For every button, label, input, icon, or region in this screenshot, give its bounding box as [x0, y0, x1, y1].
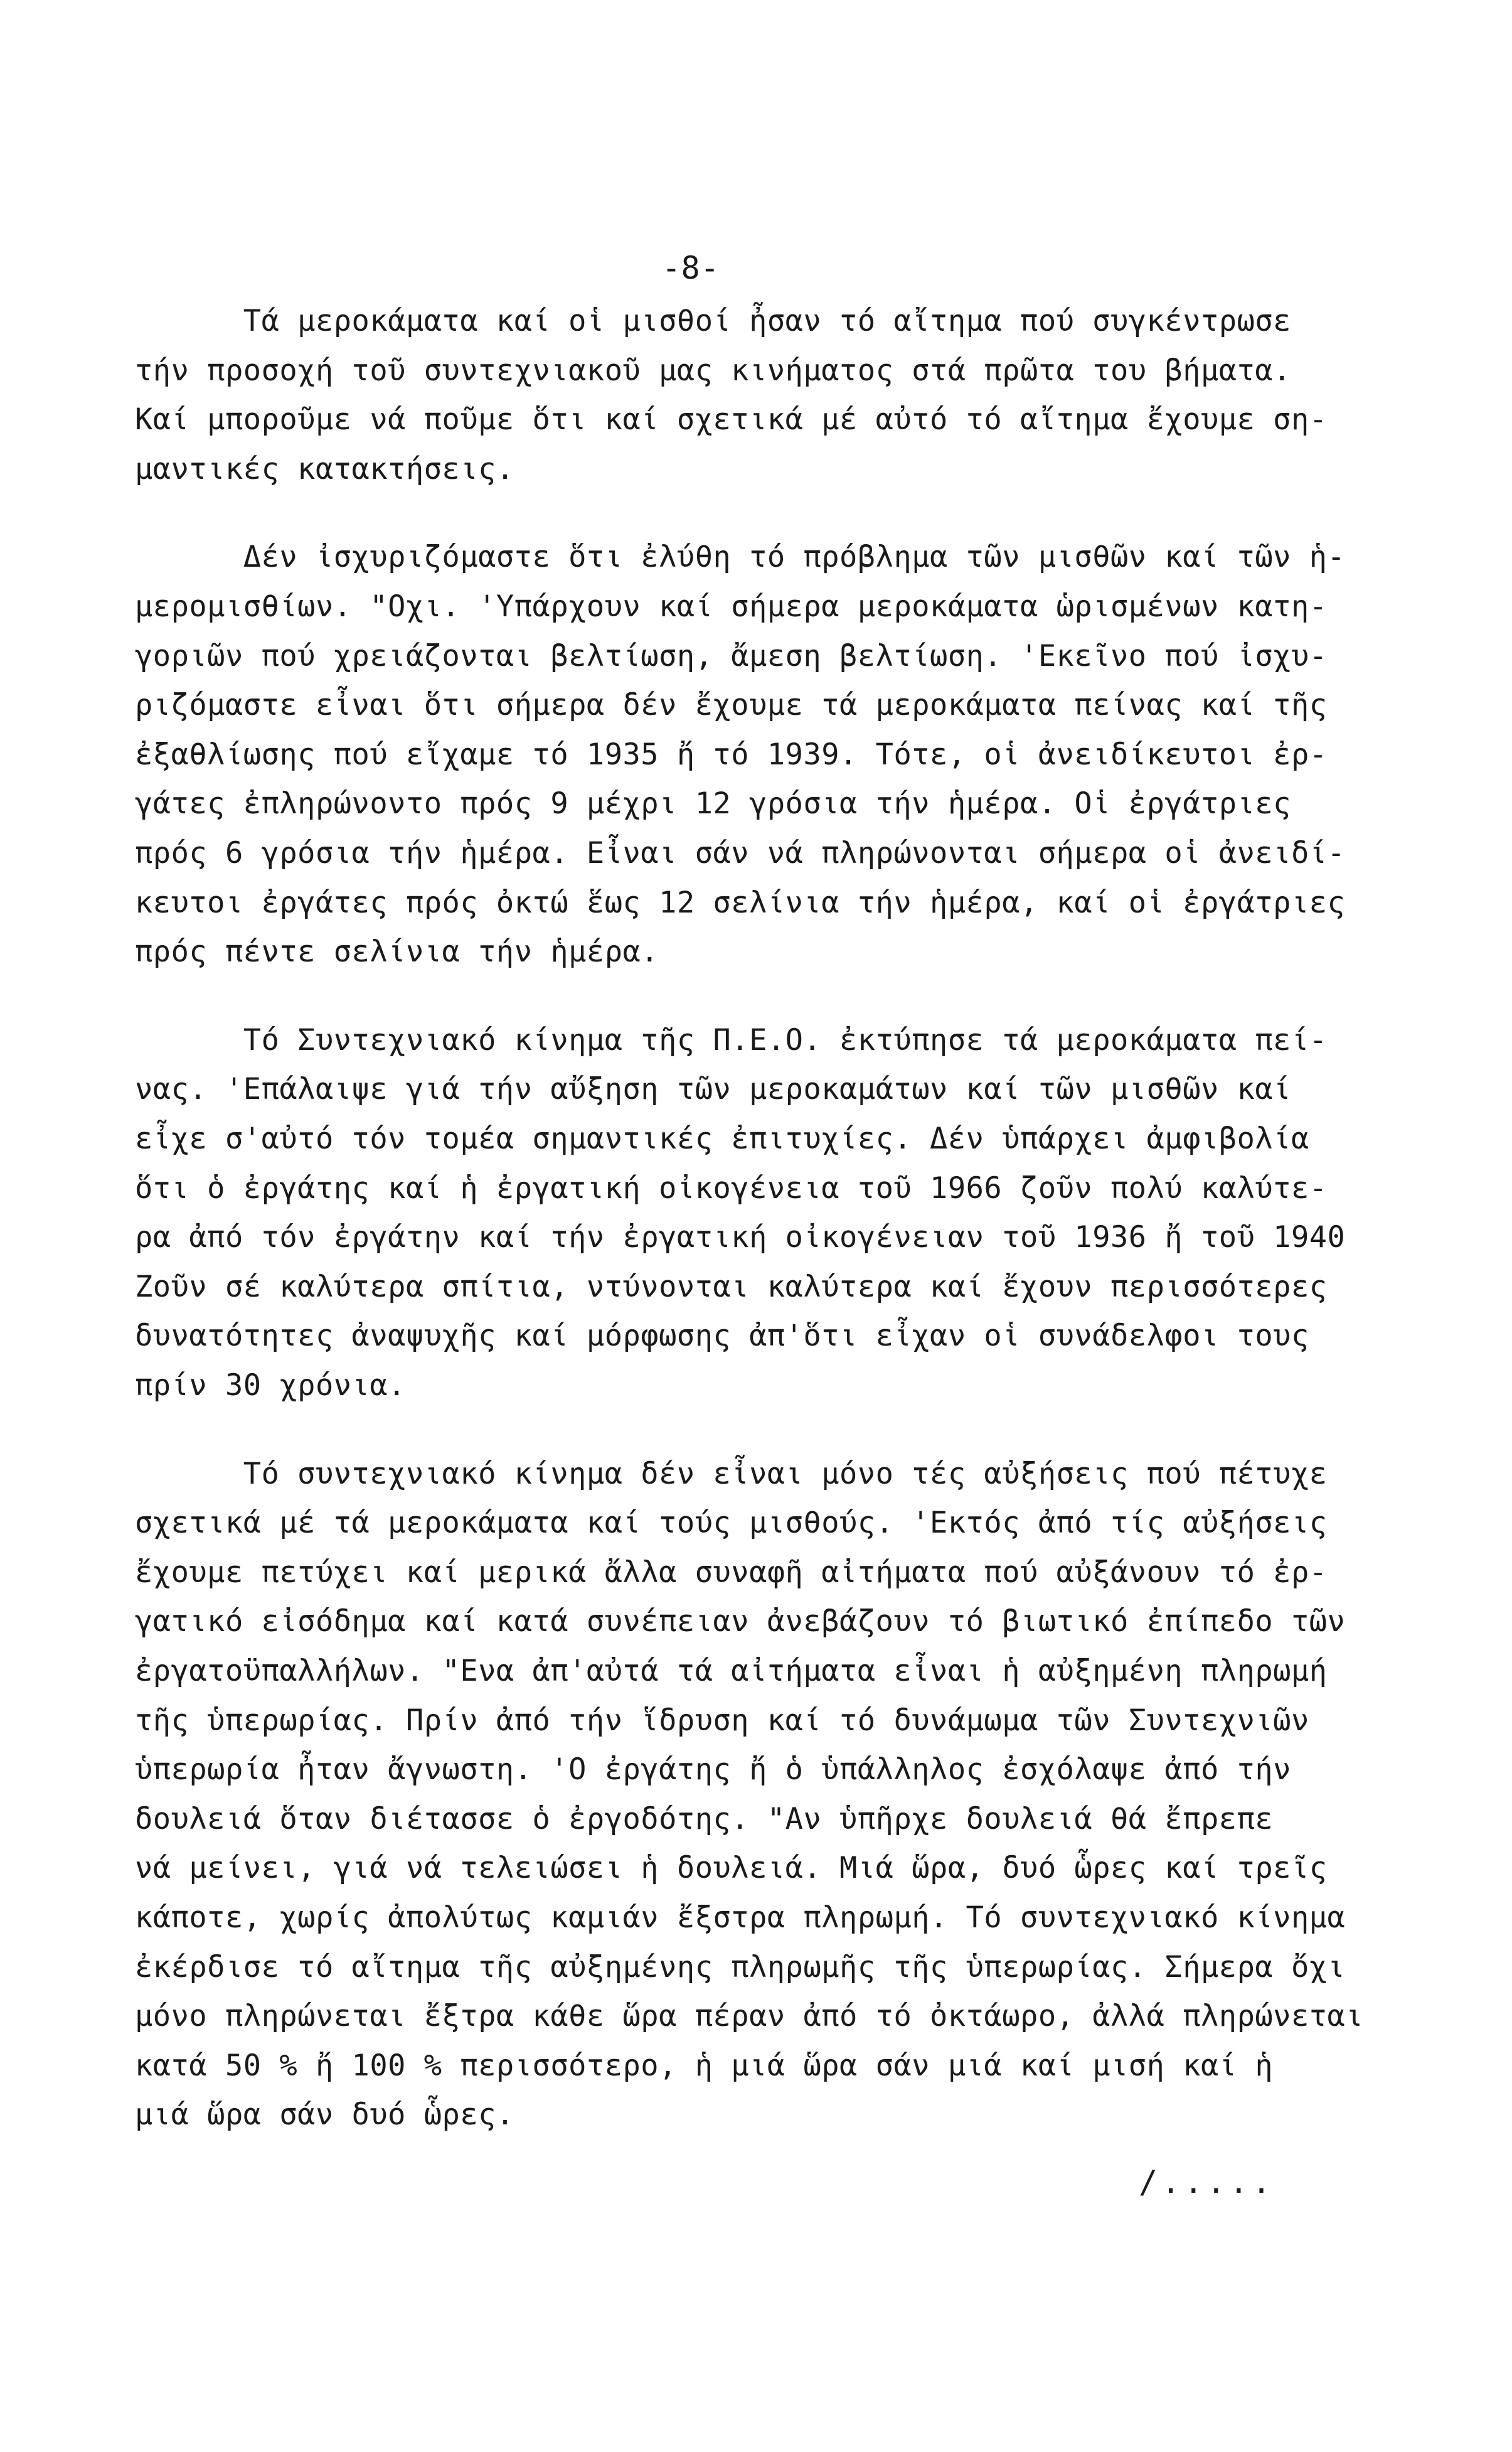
text-line: Τά μεροκάματα καί οἱ μισθοί ἦσαν τό αἴτημα πού συγκέντρωσε [135, 304, 1291, 338]
text-line: μιά ὥρα σάν δυό ὧρες. [135, 2097, 514, 2133]
text-line: κάποτε, χωρίς ἀπολύτως καμιάν ἔξστρα πληρωμή. Τό συντεχνιακό κίνημα [135, 1900, 1346, 1935]
text-line: Τό συντεχνιακό κίνημα δέν εἶναι μόνο τές αὐξήσεις πού πέτυχε [135, 1456, 1328, 1491]
text-line: ὑπερωρία ἦταν ἄγνωστη. 'Ο ἐργάτης ἤ ὁ ὑπάλληλος ἐσχόλαψε ἀπό τήν [135, 1752, 1291, 1787]
text-line: μερομισθίων. "Οχι. 'Υπάρχουν καί σήμερα μεροκάματα ὡρισμένων κατη- [135, 589, 1328, 624]
page-number: -8- [662, 250, 720, 286]
text-line: ρα ἀπό τόν ἐργάτην καί τήν ἐργατική οἰκογένειαν τοῦ 1936 ἤ τοῦ 1940 [135, 1220, 1346, 1255]
continuation-mark: /..... [1139, 2164, 1275, 2200]
text-line: πρός πέντε σελίνια τήν ἡμέρα. [135, 934, 659, 970]
text-line: πρίν 30 χρόνια. [135, 1368, 406, 1403]
text-line: σχετικά μέ τά μεροκάματα καί τούς μισθούς. 'Εκτός ἀπό τίς αὐξήσεις [135, 1506, 1328, 1541]
text-line: κατά 50 % ἤ 100 % περισσότερο, ἡ μιά ὥρα σάν μιά καί μισή καί ἡ [135, 2048, 1274, 2083]
text-line: μόνο πληρώνεται ἔξτρα κάθε ὥρα πέραν ἀπό τό ὀκτάωρο, ἀλλά πληρώνεται [135, 1999, 1364, 2034]
text-line: Καί μποροῦμε νά ποῦμε ὅτι καί σχετικά μέ αὐτό τό αἴτημα ἔχουμε ση- [135, 402, 1328, 437]
text-line: ἐκέρδισε τό αἴτημα τῆς αὐξημένης πληρωμῆς τῆς ὑπερωρίας. Σήμερα ὄχι [135, 1949, 1346, 1984]
text-line: δουλειά ὅταν διέτασσε ὁ ἐργοδότης. "Αν ὑπῆρχε δουλειά θά ἔπρεπε [135, 1801, 1274, 1836]
text-line: ριζόμαστε εἶναι ὅτι σήμερα δέν ἔχουμε τά μεροκάματα πείνας καί τῆς [135, 688, 1328, 723]
text-line: δυνατότητες ἀναψυχῆς καί μόρφωσης ἀπ'ὅτι εἶχαν οἱ συνάδελφοι τους [135, 1319, 1309, 1354]
text-line: Τό Συντεχνιακό κίνημα τῆς Π.Ε.Ο. ἐκτύπησε τά μεροκάματα πεί- [135, 1022, 1328, 1057]
text-line: νας. 'Επάλαιψε γιά τήν αὔξηση τῶν μεροκαμάτων καί τῶν μισθῶν καί [135, 1072, 1291, 1107]
text-line: μαντικές κατακτήσεις. [135, 451, 514, 486]
text-line: ἐργατοϋπαλλήλων. "Ενα ἀπ'αὐτά τά αἰτήματα εἶναι ἡ αὐξημένη πληρωμή [135, 1654, 1328, 1688]
text-line: κευτοι ἐργάτες πρός ὀκτώ ἕως 12 σελίνια τήν ἡμέρα, καί οἱ ἐργάτριες [135, 885, 1346, 920]
text-line: Ζοῦν σέ καλύτερα σπίτια, ντύνονται καλύτερα καί ἔχουν περισσότερες [135, 1269, 1328, 1304]
text-line: εἶχε σ'αὐτό τόν τομέα σημαντικές ἐπιτυχίες. Δέν ὑπάρχει ἀμφιβολία [135, 1122, 1309, 1156]
text-line: ἔχουμε πετύχει καί μερικά ἄλλα συναφῆ αἰτήματα πού αὐξάνουν τό ἐρ- [135, 1555, 1328, 1590]
text-line: γάτες ἐπληρώνοντο πρός 9 μέχρι 12 γρόσια τήν ἡμέρα. Οἱ ἐργάτριες [135, 786, 1291, 822]
text-line: ἐξαθλίωσης πού εἴχαμε τό 1935 ἤ τό 1939. Τότε, οἱ ἀνειδίκευτοι ἐρ- [135, 737, 1328, 772]
text-line: πρός 6 γρόσια τήν ἡμέρα. Εἶναι σάν νά πληρώνονται σήμερα οἱ ἀνειδί- [135, 836, 1346, 870]
text-line: τήν προσοχή τοῦ συντεχνιακοῦ μας κινήματος στά πρῶτα του βήματα. [135, 353, 1291, 388]
text-line: ὅτι ὁ ἐργάτης καί ἡ ἐργατική οἰκογένεια τοῦ 1966 ζοῦν πολύ καλύτε- [135, 1170, 1328, 1206]
text-line: νά μείνει, γιά νά τελειώσει ἡ δουλειά. Μιά ὥρα, δυό ὧρες καί τρεῖς [135, 1851, 1328, 1886]
text-line: γατικό εἰσόδημα καί κατά συνέπειαν ἀνεβάζουν τό βιωτικό ἐπίπεδο τῶν [135, 1604, 1346, 1639]
text-line: Δέν ἰσχυριζόμαστε ὅτι ἐλύθη τό πρόβλημα τῶν μισθῶν καί τῶν ἡ- [135, 540, 1346, 575]
text-line: γοριῶν πού χρειάζονται βελτίωση, ἄμεση βελτίωση. 'Εκεῖνο πού ἰσχυ- [135, 638, 1328, 673]
text-line: τῆς ὑπερωρίας. Πρίν ἀπό τήν ἵδρυση καί τό δυνάμωμα τῶν Συντεχνιῶν [135, 1703, 1309, 1738]
